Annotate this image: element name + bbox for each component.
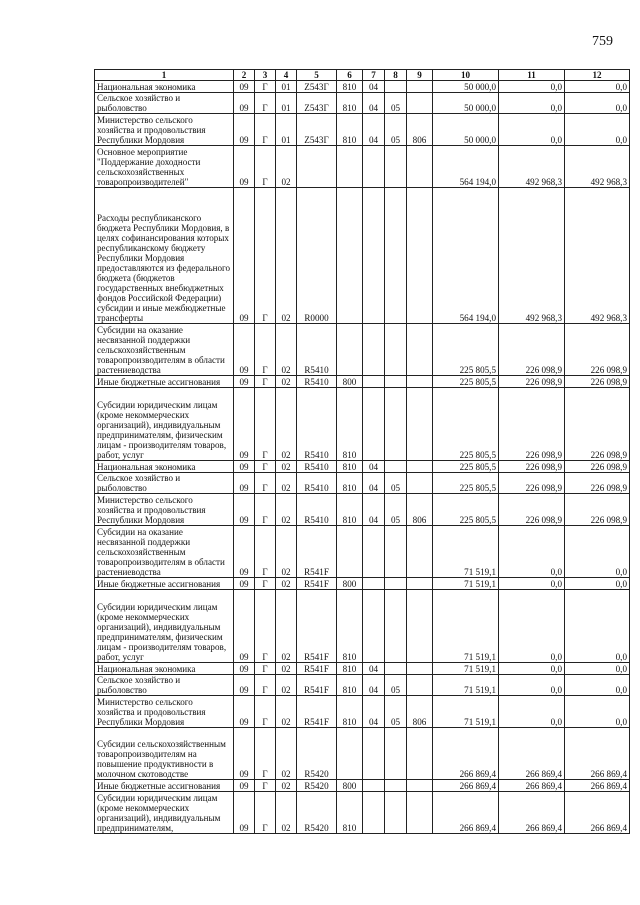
table-row [95, 376, 630, 388]
code-section: 04 [363, 494, 385, 526]
code-expense-type [337, 526, 363, 578]
table-row [95, 675, 630, 696]
table-row [95, 146, 630, 188]
amount-year-1: 71 519,1 [433, 696, 499, 728]
row-name: Сельское хозяйство и рыболовство [95, 473, 234, 494]
amount-year-3: 0,0 [565, 675, 630, 696]
code-subsection [385, 188, 407, 324]
column-header-4: 4 [276, 70, 297, 81]
code-ministry: 806 [407, 696, 433, 728]
code-event: 02 [276, 494, 297, 526]
code-section [363, 526, 385, 578]
code-direction: R5410 [297, 376, 337, 388]
code-direction: R541F [297, 526, 337, 578]
row-name: Национальная экономика [95, 81, 234, 93]
amount-year-3: 226 098,9 [565, 388, 630, 461]
amount-year-3: 0,0 [565, 81, 630, 93]
amount-year-2: 0,0 [499, 675, 565, 696]
row-name: Сельское хозяйство и рыболовство [95, 675, 234, 696]
code-subprogram: Г [255, 146, 276, 188]
code-ministry: 806 [407, 114, 433, 146]
code-direction: Z543Г [297, 81, 337, 93]
amount-year-2: 0,0 [499, 696, 565, 728]
amount-year-3: 0,0 [565, 93, 630, 114]
code-subsection [385, 388, 407, 461]
code-ministry [407, 81, 433, 93]
code-subsection [385, 461, 407, 473]
amount-year-1: 266 869,4 [433, 728, 499, 780]
code-subprogram: Г [255, 81, 276, 93]
amount-year-2: 0,0 [499, 114, 565, 146]
amount-year-2: 266 869,4 [499, 780, 565, 792]
code-event: 02 [276, 792, 297, 834]
code-subsection [385, 526, 407, 578]
code-expense-type: 810 [337, 590, 363, 663]
code-event: 02 [276, 675, 297, 696]
code-ministry [407, 792, 433, 834]
amount-year-2: 0,0 [499, 578, 565, 590]
code-section [363, 324, 385, 376]
code-ministry [407, 590, 433, 663]
code-gp: 09 [234, 473, 255, 494]
table-row [95, 114, 630, 146]
code-expense-type: 810 [337, 494, 363, 526]
code-subsection [385, 728, 407, 780]
amount-year-2: 226 098,9 [499, 376, 565, 388]
amount-year-2: 226 098,9 [499, 494, 565, 526]
table-row [95, 188, 630, 324]
code-subprogram: Г [255, 114, 276, 146]
amount-year-3: 266 869,4 [565, 728, 630, 780]
code-expense-type: 810 [337, 114, 363, 146]
code-event: 02 [276, 461, 297, 473]
code-subsection [385, 324, 407, 376]
code-ministry [407, 780, 433, 792]
table-body [95, 81, 630, 834]
code-expense-type: 810 [337, 663, 363, 675]
column-header-5: 5 [297, 70, 337, 81]
code-section: 04 [363, 473, 385, 494]
code-section: 04 [363, 675, 385, 696]
row-name: Министерство сельского хозяйства и продовольствия Республики Мордовия [95, 114, 234, 146]
row-name: Иные бюджетные ассигнования [95, 376, 234, 388]
row-name: Субсидии юридическим лицам (кроме некоммерческих организаций), индивидуальным предпринимателям, [95, 792, 234, 834]
budget-table [94, 69, 630, 834]
amount-year-2: 266 869,4 [499, 728, 565, 780]
code-ministry [407, 93, 433, 114]
amount-year-3: 226 098,9 [565, 494, 630, 526]
code-event: 02 [276, 696, 297, 728]
code-event: 02 [276, 376, 297, 388]
code-subsection: 05 [385, 114, 407, 146]
code-direction: R5420 [297, 780, 337, 792]
code-event: 02 [276, 780, 297, 792]
code-direction: Z543Г [297, 114, 337, 146]
code-direction: R541F [297, 663, 337, 675]
code-expense-type: 800 [337, 376, 363, 388]
code-ministry [407, 675, 433, 696]
code-event: 02 [276, 146, 297, 188]
code-subprogram: Г [255, 324, 276, 376]
code-section [363, 376, 385, 388]
code-ministry [407, 663, 433, 675]
code-subprogram: Г [255, 590, 276, 663]
amount-year-2: 226 098,9 [499, 473, 565, 494]
code-gp: 09 [234, 461, 255, 473]
table-row [95, 696, 630, 728]
row-name: Субсидии сельскохозяйственным товаропроизводителям на повышение продуктивности в молочном скотоводстве [95, 728, 234, 780]
code-expense-type [337, 324, 363, 376]
table-header-row [95, 70, 630, 81]
code-section: 04 [363, 696, 385, 728]
code-gp: 09 [234, 388, 255, 461]
code-subsection [385, 578, 407, 590]
column-header-8: 8 [385, 70, 407, 81]
amount-year-1: 50 000,0 [433, 114, 499, 146]
table-row [95, 324, 630, 376]
amount-year-3: 0,0 [565, 663, 630, 675]
amount-year-2: 0,0 [499, 93, 565, 114]
code-direction: Z543Г [297, 93, 337, 114]
code-subsection [385, 376, 407, 388]
code-subsection: 05 [385, 93, 407, 114]
table-row [95, 93, 630, 114]
amount-year-1: 71 519,1 [433, 578, 499, 590]
code-gp: 09 [234, 93, 255, 114]
code-expense-type: 810 [337, 473, 363, 494]
code-subprogram: Г [255, 780, 276, 792]
amount-year-3: 226 098,9 [565, 324, 630, 376]
code-gp: 09 [234, 376, 255, 388]
code-ministry [407, 461, 433, 473]
amount-year-2: 226 098,9 [499, 388, 565, 461]
column-header-9: 9 [407, 70, 433, 81]
amount-year-2: 492 968,3 [499, 188, 565, 324]
code-ministry [407, 473, 433, 494]
code-gp: 09 [234, 728, 255, 780]
code-direction: R5420 [297, 728, 337, 780]
code-direction [297, 146, 337, 188]
row-name: Министерство сельского хозяйства и продовольствия Республики Мордовия [95, 494, 234, 526]
table-row [95, 494, 630, 526]
table-row [95, 590, 630, 663]
code-subsection [385, 780, 407, 792]
amount-year-2: 0,0 [499, 663, 565, 675]
code-ministry [407, 146, 433, 188]
code-gp: 09 [234, 590, 255, 663]
row-name: Иные бюджетные ассигнования [95, 780, 234, 792]
code-ministry [407, 388, 433, 461]
column-header-2: 2 [234, 70, 255, 81]
code-gp: 09 [234, 696, 255, 728]
code-gp: 09 [234, 81, 255, 93]
amount-year-1: 71 519,1 [433, 675, 499, 696]
code-expense-type: 810 [337, 675, 363, 696]
code-gp: 09 [234, 526, 255, 578]
code-section [363, 728, 385, 780]
code-event: 02 [276, 388, 297, 461]
amount-year-3: 226 098,9 [565, 473, 630, 494]
column-header-7: 7 [363, 70, 385, 81]
amount-year-3: 492 968,3 [565, 188, 630, 324]
code-ministry [407, 324, 433, 376]
amount-year-1: 564 194,0 [433, 146, 499, 188]
row-name: Субсидии юридическим лицам (кроме некоммерческих организаций), индивидуальным предпринимателям, физическим лицам - производителям товаров, работ, услуг [95, 590, 234, 663]
code-subsection [385, 663, 407, 675]
column-header-3: 3 [255, 70, 276, 81]
row-name: Сельское хозяйство и рыболовство [95, 93, 234, 114]
code-subsection: 05 [385, 473, 407, 494]
code-expense-type: 800 [337, 780, 363, 792]
code-subprogram: Г [255, 578, 276, 590]
amount-year-2: 226 098,9 [499, 461, 565, 473]
code-subprogram: Г [255, 728, 276, 780]
code-subsection: 05 [385, 494, 407, 526]
code-section [363, 792, 385, 834]
amount-year-3: 0,0 [565, 526, 630, 578]
code-event: 02 [276, 578, 297, 590]
code-subsection [385, 792, 407, 834]
code-event: 01 [276, 93, 297, 114]
code-direction: R5410 [297, 473, 337, 494]
code-expense-type [337, 146, 363, 188]
code-event: 02 [276, 663, 297, 675]
code-subsection: 05 [385, 696, 407, 728]
amount-year-1: 71 519,1 [433, 526, 499, 578]
code-section [363, 780, 385, 792]
code-subprogram: Г [255, 792, 276, 834]
code-ministry [407, 376, 433, 388]
code-ministry [407, 526, 433, 578]
table-row [95, 663, 630, 675]
amount-year-1: 50 000,0 [433, 93, 499, 114]
column-header-1: 1 [95, 70, 234, 81]
code-gp: 09 [234, 324, 255, 376]
code-ministry [407, 578, 433, 590]
code-direction: R5410 [297, 324, 337, 376]
amount-year-1: 225 805,5 [433, 494, 499, 526]
amount-year-1: 71 519,1 [433, 590, 499, 663]
code-event: 02 [276, 526, 297, 578]
code-direction: R541F [297, 675, 337, 696]
code-subsection [385, 81, 407, 93]
amount-year-2: 0,0 [499, 590, 565, 663]
code-expense-type [337, 188, 363, 324]
amount-year-3: 0,0 [565, 578, 630, 590]
row-name: Субсидии юридическим лицам (кроме некоммерческих организаций), индивидуальным предпринимателям, физическим лицам - производителям товаров, работ, услуг [95, 388, 234, 461]
code-section: 04 [363, 461, 385, 473]
code-expense-type: 810 [337, 792, 363, 834]
amount-year-1: 225 805,5 [433, 376, 499, 388]
code-subprogram: Г [255, 188, 276, 324]
page-number: 759 [592, 34, 613, 49]
code-gp: 09 [234, 663, 255, 675]
table-row [95, 792, 630, 834]
code-expense-type: 810 [337, 81, 363, 93]
row-name: Иные бюджетные ассигнования [95, 578, 234, 590]
code-event: 02 [276, 473, 297, 494]
code-event: 01 [276, 81, 297, 93]
table-row [95, 461, 630, 473]
code-subprogram: Г [255, 494, 276, 526]
table-row [95, 728, 630, 780]
code-expense-type [337, 728, 363, 780]
code-event: 02 [276, 188, 297, 324]
code-section [363, 146, 385, 188]
amount-year-2: 266 869,4 [499, 792, 565, 834]
amount-year-2: 492 968,3 [499, 146, 565, 188]
code-subprogram: Г [255, 663, 276, 675]
code-section [363, 590, 385, 663]
amount-year-3: 226 098,9 [565, 376, 630, 388]
code-subsection [385, 146, 407, 188]
code-event: 02 [276, 590, 297, 663]
code-direction: R541F [297, 578, 337, 590]
code-expense-type: 810 [337, 93, 363, 114]
code-gp: 09 [234, 675, 255, 696]
code-ministry: 806 [407, 494, 433, 526]
amount-year-2: 226 098,9 [499, 324, 565, 376]
amount-year-1: 225 805,5 [433, 461, 499, 473]
amount-year-3: 266 869,4 [565, 792, 630, 834]
code-expense-type: 800 [337, 578, 363, 590]
table-row [95, 526, 630, 578]
row-name: Субсидии на оказание несвязанной поддержки сельскохозяйственным товаропроизводителям в области растениеводства [95, 526, 234, 578]
code-subprogram: Г [255, 461, 276, 473]
code-expense-type: 810 [337, 388, 363, 461]
code-section [363, 578, 385, 590]
code-subsection: 05 [385, 675, 407, 696]
code-event: 02 [276, 728, 297, 780]
row-name: Национальная экономика [95, 663, 234, 675]
amount-year-1: 266 869,4 [433, 792, 499, 834]
code-direction: R5410 [297, 461, 337, 473]
code-subprogram: Г [255, 93, 276, 114]
code-gp: 09 [234, 188, 255, 324]
code-section [363, 188, 385, 324]
amount-year-1: 50 000,0 [433, 81, 499, 93]
code-event: 01 [276, 114, 297, 146]
amount-year-1: 225 805,5 [433, 473, 499, 494]
code-event: 02 [276, 324, 297, 376]
row-name: Расходы республиканского бюджета Республики Мордовия, в целях софинансирования которых республиканскому бюджету Республики Мордовия предоставляются из федерального бюджета (бюджетов государственных внебюджетных фондов Российской Федерации) субсидии и иные межбюджетные трансферты [95, 188, 234, 324]
code-expense-type: 810 [337, 696, 363, 728]
code-ministry [407, 188, 433, 324]
code-subsection [385, 590, 407, 663]
code-expense-type: 810 [337, 461, 363, 473]
code-direction: R5420 [297, 792, 337, 834]
table-row [95, 780, 630, 792]
code-subprogram: Г [255, 675, 276, 696]
amount-year-3: 492 968,3 [565, 146, 630, 188]
table-row [95, 578, 630, 590]
amount-year-2: 0,0 [499, 81, 565, 93]
row-name: Основное мероприятие "Поддержание доходности сельскохозяйственных товаропроизводителей" [95, 146, 234, 188]
code-subprogram: Г [255, 376, 276, 388]
code-section [363, 388, 385, 461]
code-ministry [407, 728, 433, 780]
code-section: 04 [363, 663, 385, 675]
amount-year-3: 266 869,4 [565, 780, 630, 792]
amount-year-1: 225 805,5 [433, 324, 499, 376]
amount-year-1: 266 869,4 [433, 780, 499, 792]
code-direction: R0000 [297, 188, 337, 324]
amount-year-1: 564 194,0 [433, 188, 499, 324]
code-direction: R5410 [297, 494, 337, 526]
code-subprogram: Г [255, 526, 276, 578]
code-subprogram: Г [255, 696, 276, 728]
amount-year-3: 0,0 [565, 696, 630, 728]
row-name: Министерство сельского хозяйства и продовольствия Республики Мордовия [95, 696, 234, 728]
code-section: 04 [363, 93, 385, 114]
table-row [95, 473, 630, 494]
code-direction: R541F [297, 590, 337, 663]
amount-year-3: 226 098,9 [565, 461, 630, 473]
code-section: 04 [363, 114, 385, 146]
code-gp: 09 [234, 114, 255, 146]
amount-year-2: 0,0 [499, 526, 565, 578]
amount-year-1: 225 805,5 [433, 388, 499, 461]
code-direction: R5410 [297, 388, 337, 461]
row-name: Национальная экономика [95, 461, 234, 473]
column-header-6: 6 [337, 70, 363, 81]
code-gp: 09 [234, 146, 255, 188]
amount-year-1: 71 519,1 [433, 663, 499, 675]
row-name: Субсидии на оказание несвязанной поддержки сельскохозяйственным товаропроизводителям в области растениеводства [95, 324, 234, 376]
column-header-10: 10 [433, 70, 499, 81]
code-gp: 09 [234, 780, 255, 792]
code-subprogram: Г [255, 473, 276, 494]
table-row [95, 388, 630, 461]
amount-year-3: 0,0 [565, 590, 630, 663]
code-gp: 09 [234, 494, 255, 526]
code-gp: 09 [234, 578, 255, 590]
amount-year-3: 0,0 [565, 114, 630, 146]
column-header-12: 12 [565, 70, 630, 81]
code-gp: 09 [234, 792, 255, 834]
table-row [95, 81, 630, 93]
code-section: 04 [363, 81, 385, 93]
code-subprogram: Г [255, 388, 276, 461]
column-header-11: 11 [499, 70, 565, 81]
code-direction: R541F [297, 696, 337, 728]
